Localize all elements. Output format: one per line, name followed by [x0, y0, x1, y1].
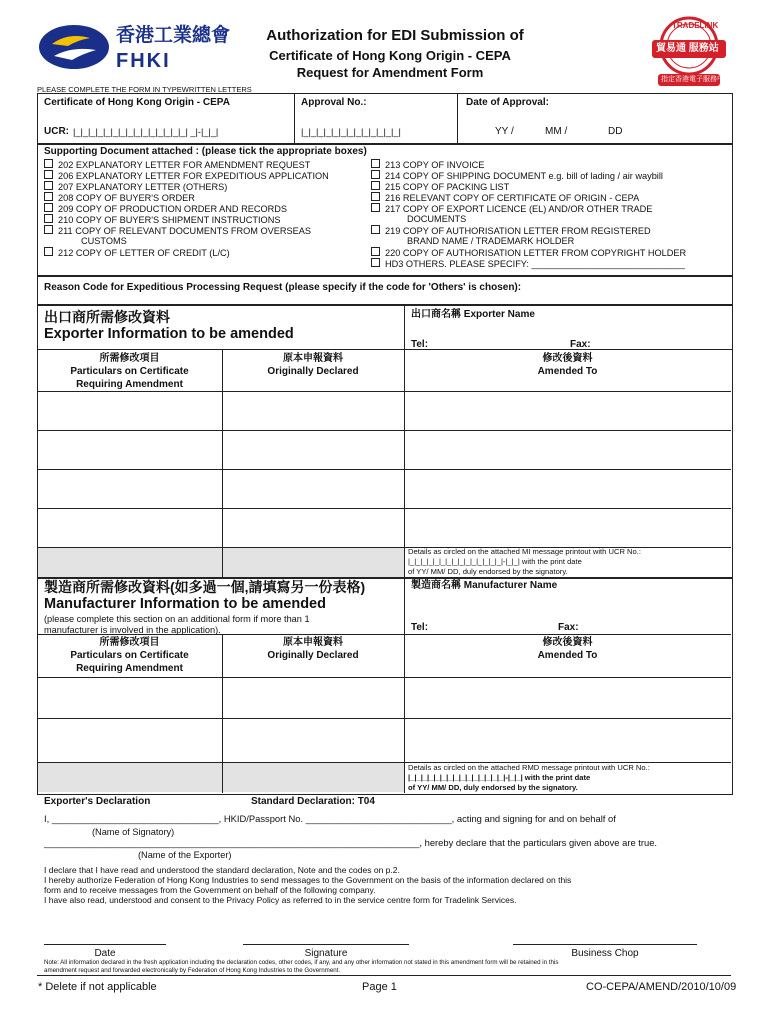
tradelink-badge: TRADELINK	[672, 21, 719, 30]
tradelink-chinese: 貿易通 服務站	[656, 43, 719, 54]
exp-col1-en1: Particulars on Certificate	[70, 366, 189, 377]
mfr-col3-cn: 修改後資料	[542, 637, 593, 648]
checkbox-207[interactable]: 207 EXPLANATORY LETTER (OTHERS)	[44, 181, 227, 192]
checkbox-220[interactable]: 220 COPY OF AUTHORISATION LETTER FROM COPYRIGHT HOLDER	[371, 247, 686, 258]
checkbox-211[interactable]: 211 COPY OF RELEVANT DOCUMENTS FROM OVERSEAS	[44, 225, 311, 236]
note-line-1: Note: All information declared in the fresh application including the declaration codes, other codes, if any, and any other information not stated in this amendment form will be retained in this	[44, 959, 559, 966]
exporter-details-3: of YY/ MM/ DD, duly endorsed by the signatory.	[408, 567, 568, 576]
checkbox-217[interactable]: 217 COPY OF EXPORT LICENCE (EL) AND/OR OTHER TRADE	[371, 203, 652, 214]
org-chinese-name: 香港工業總會	[116, 25, 231, 46]
declaration-para-2: I hereby authorize Federation of Hong Kong Industries to send messages to the Government on the basis of the information declared on this	[44, 875, 572, 885]
manufacturer-note-2: manufacturer is involved in the application).	[44, 625, 221, 635]
manufacturer-tel[interactable]: Tel:	[411, 622, 429, 633]
signature-line[interactable]	[243, 944, 409, 945]
approval-dd[interactable]: DD	[608, 126, 623, 137]
delete-note: * Delete if not applicable	[38, 981, 157, 993]
ucr-input[interactable]: |_|_|_|_|_|_|_|_|_|_|_|_|_|_|_| _|-|_|_|	[73, 127, 219, 137]
checkbox-208[interactable]: 208 COPY OF BUYER'S ORDER	[44, 192, 195, 203]
checkbox-hd3[interactable]: HD3 OTHERS. PLEASE SPECIFY: ______________________________	[371, 258, 685, 269]
exporter-row-4[interactable]	[38, 509, 731, 547]
approval-date-label: Date of Approval:	[466, 97, 549, 108]
exporter-row-1[interactable]	[38, 392, 731, 430]
checkbox-213[interactable]: 213 COPY OF INVOICE	[371, 159, 484, 170]
exporter-heading-cn: 出口商所需修改資料	[44, 309, 170, 325]
org-english-name: FHKI	[116, 50, 171, 72]
checkbox-210[interactable]: 210 COPY OF BUYER'S SHIPMENT INSTRUCTIONS	[44, 214, 280, 225]
mfr-col1-en1: Particulars on Certificate	[70, 650, 189, 661]
exp-col3-en: Amended To	[537, 366, 598, 377]
approval-no-input[interactable]: |_|_|_|_|_|_|_|_|_|_|_|_|_|	[301, 127, 401, 137]
exporter-name-label: 出口商名稱 Exporter Name	[411, 309, 535, 320]
approval-yy[interactable]: YY /	[495, 126, 514, 137]
checkbox-212[interactable]: 212 COPY OF LETTER OF CREDIT (L/C)	[44, 247, 230, 258]
exp-col1-en2: Requiring Amendment	[76, 379, 183, 390]
supporting-heading: Supporting Document attached : (please tick the appropriate boxes)	[44, 146, 367, 157]
business-chop-line[interactable]	[513, 944, 697, 945]
checkbox-209[interactable]: 209 COPY OF PRODUCTION ORDER AND RECORDS	[44, 203, 287, 214]
manufacturer-details-2: |_|_|_|_|_|_|_|_|_|_|_|_|_|_|_|-|_|_| with the print date	[408, 773, 591, 782]
manufacturer-row-2[interactable]	[38, 719, 731, 762]
mfr-col1-en2: Requiring Amendment	[76, 663, 183, 674]
reason-code-label: Reason Code for Expeditious Processing Request (please specify if the code for 'Others' is chosen):	[44, 282, 522, 293]
declaration-line-1[interactable]: I, ________________________________, HKID/Passport No. ____________________________, acting and signing for and on behalf of	[44, 813, 616, 824]
declaration-line-2[interactable]: ________________________________________________________________________, hereby declare that the particulars given above are true.	[44, 837, 658, 848]
checkbox-217-cont: DOCUMENTS	[407, 214, 467, 224]
checkbox-216[interactable]: 216 RELEVANT COPY OF CERTIFICATE OF ORIGIN - CEPA	[371, 192, 639, 203]
exporter-details-2: |_|_|_|_|_|_|_|_|_|_|_|_|_|_|_|-|_|_| with the print date	[408, 557, 582, 566]
standard-declaration: Standard Declaration: T04	[251, 796, 375, 807]
declaration-title: Exporter's Declaration	[44, 796, 151, 807]
checkbox-202[interactable]: 202 EXPLANATORY LETTER FOR AMENDMENT REQUEST	[44, 159, 310, 170]
form-title-line1: Authorization for EDI Submission of	[266, 27, 524, 44]
declaration-para-3: form and to receive messages from the Government on behalf of the following company.	[44, 885, 376, 895]
business-chop-label: Business Chop	[571, 948, 639, 959]
name-of-exporter: (Name of the Exporter)	[138, 850, 232, 860]
exporter-shaded-row	[38, 548, 404, 577]
form-title-line2: Certificate of Hong Kong Origin - CEPA	[269, 48, 511, 63]
certificate-label: Certificate of Hong Kong Origin - CEPA	[44, 97, 230, 108]
exporter-heading-en: Exporter Information to be amended	[44, 326, 294, 342]
manufacturer-fax[interactable]: Fax:	[558, 622, 579, 633]
mfr-col3-en: Amended To	[537, 650, 598, 661]
checkbox-211-cont: CUSTOMS	[81, 236, 127, 246]
checkbox-206[interactable]: 206 EXPLANATORY LETTER FOR EXPEDITIOUS APPLICATION	[44, 170, 329, 181]
date-line[interactable]	[44, 944, 166, 945]
checkbox-219-cont: BRAND NAME / TRADEMARK HOLDER	[407, 236, 575, 246]
checkbox-214[interactable]: 214 COPY OF SHIPPING DOCUMENT e.g. bill of lading / air waybill	[371, 170, 663, 181]
mfr-col2-en: Originally Declared	[267, 650, 359, 661]
manufacturer-heading-en: Manufacturer Information to be amended	[44, 596, 326, 612]
exp-col2-en: Originally Declared	[267, 366, 359, 377]
tradelink-sub: 指定香港電子服務中心	[661, 76, 731, 83]
checkbox-219[interactable]: 219 COPY OF AUTHORISATION LETTER FROM REGISTERED	[371, 225, 651, 236]
form-code: CO-CEPA/AMEND/2010/10/09	[586, 981, 737, 993]
approval-no-label: Approval No.:	[301, 97, 367, 108]
declaration-para-1: I declare that I have read and understood the standard declaration, Note and the codes on p.2.	[44, 865, 400, 875]
mfr-col1-cn: 所需修改項目	[99, 637, 160, 648]
exp-col2-cn: 原本申報資料	[283, 353, 343, 364]
checkbox-215[interactable]: 215 COPY OF PACKING LIST	[371, 181, 509, 192]
exporter-row-3[interactable]	[38, 470, 731, 508]
date-label: Date	[94, 948, 116, 959]
manufacturer-row-1[interactable]	[38, 678, 731, 718]
manufacturer-name-label: 製造商名稱 Manufacturer Name	[411, 580, 558, 591]
exp-col1-cn: 所需修改項目	[99, 353, 160, 364]
exporter-details-1: Details as circled on the attached MI message printout with UCR No.:	[408, 547, 641, 556]
page-number: Page 1	[362, 981, 397, 993]
ucr-label: UCR:	[44, 126, 69, 137]
exporter-fax[interactable]: Fax:	[570, 339, 591, 350]
exp-col3-cn: 修改後資料	[542, 353, 593, 364]
manufacturer-details-1: Details as circled on the attached RMD message printout with UCR No.:	[408, 763, 650, 772]
typewritten-instruction: PLEASE COMPLETE THE FORM IN TYPEWRITTEN LETTERS	[37, 85, 252, 94]
signature-label: Signature	[304, 948, 348, 959]
declaration-para-4: I have also read, understood and consent to the Privacy Policy as referred to in the service centre form for Tradelink Services.	[44, 895, 517, 905]
tradelink-logo	[650, 14, 731, 90]
manufacturer-note-1: (please complete this section on an additional form if more than 1	[44, 614, 310, 624]
exporter-row-2[interactable]	[38, 431, 731, 469]
manufacturer-heading-cn: 製造商所需修改資料(如多過一個,請填寫另一份表格)	[44, 579, 366, 595]
form-title-line3: Request for Amendment Form	[296, 65, 484, 80]
approval-mm[interactable]: MM /	[545, 126, 568, 137]
mfr-col2-cn: 原本申報資料	[283, 637, 343, 648]
manufacturer-details-3: of YY/ MM/ DD, duly endorsed by the signatory.	[408, 783, 578, 792]
exporter-tel[interactable]: Tel:	[411, 339, 429, 350]
manufacturer-shaded-row	[38, 763, 404, 792]
note-line-2: amendment request and forwarded electronically by Federation of Hong Kong Industries to the Government.	[44, 967, 341, 974]
name-of-signatory: (Name of Signatory)	[92, 827, 175, 837]
footer-divider	[37, 975, 731, 976]
